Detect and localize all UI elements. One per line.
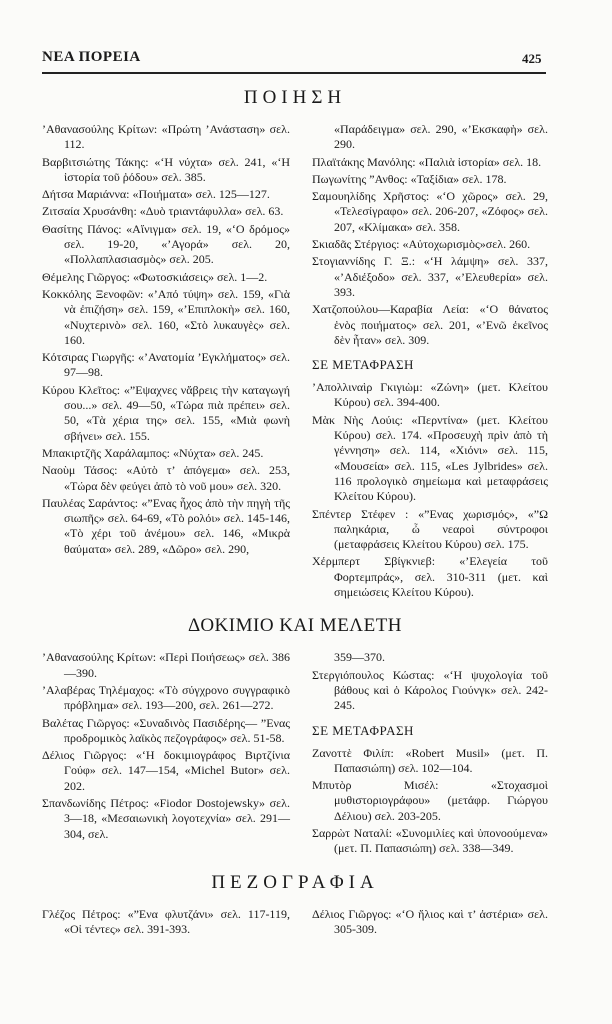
page-header	[42, 49, 548, 72]
poetry-columns	[42, 122, 548, 602]
running-title: ΝΕΑ ΠΟΡΕΙΑ	[42, 49, 141, 65]
index-entry: Σαρρὼτ Ναταλί: «Συνομιλίες καὶ ὑπονοούμενα» (μετ. Π. Παπασιώπη) σελ. 338—349.	[312, 825, 548, 856]
essay-left-column	[42, 650, 290, 844]
index-entry: Στογιαννίδης Γ. Ξ.: «‘Η λάμψη» σελ. 337, «’Αδιέξοδο» σελ. 337, «’Ελευθερία» σελ. 393.	[312, 254, 548, 299]
page-number: 425	[522, 51, 542, 66]
section-poetry	[42, 86, 548, 602]
index-entry: ’Αλαβέρας Τηλέμαχος: «Τὸ σύγχρονο συγγραφικὸ πρόβλημα» σελ. 193—200, σελ. 261—272.	[42, 682, 290, 713]
poetry-right-entries	[312, 155, 548, 349]
index-entry: Παυλέας Σαράντος: «”Ενας ἦχος ἀπὸ τὴν πηγὴ τῆς σιωπῆς» σελ. 64-69, «Τὸ ρολόι» σελ. 145-146, «Τὸ χέρι τοῦ ἀνέμου» σελ. 146, «Μικρὰ θαύματα» σελ. 289, «Δῶρο» σελ. 290,	[42, 495, 290, 556]
index-entry: Πλαϊτάκης Μανόλης: «Παλιὰ ἱστορία» σελ. 18.	[312, 154, 542, 169]
index-entry: Γλέζος Πέτρος: «”Ενα φλυτζάνι» σελ. 117-119, «Οἱ τέντες» σελ. 391-393.	[42, 906, 290, 936]
index-entry: Σπανδωνίδης Πέτρος: «Fiodor Dostojewsky» σελ. 3—18, «Μεσαιωνικὴ λογοτεχνία» σελ. 291—304, σελ.	[42, 795, 290, 841]
section-prose	[42, 871, 548, 940]
section-essay	[42, 614, 548, 858]
index-entry: Ζανοττὲ Φιλίπ: «Robert Musil» (μετ. Π. Παπασιώπη) σελ. 102—104.	[312, 745, 548, 775]
index-entry: Μπυτὸρ Μισέλ: «Στοχασμοὶ μυθιστοριογράφου» (μετάφρ. Γιώργου Δέλιου) σελ. 203-205.	[312, 778, 548, 823]
index-entry: Μὰκ Νὴς Λούις: «Περντίνα» (μετ. Κλείτου Κύρου) σελ. 174. «Προσευχὴ πρὶν ἀπὸ τὴ γέννηση» σελ. 114, «Χιόνι» σελ. 115, «Μουσεία» σελ. 115, «Les Jylbrides» σελ. 116 προλογικὸ σημείωμα καὶ μεταφράσεις Κλείτου Κύρου).	[312, 412, 548, 504]
index-entry: Στεργιόπουλος Κώστας: «‘Η ψυχολογία τοῦ βάθους καὶ ὁ Κάρολος Γιούνγκ» σελ. 242-245.	[312, 667, 548, 713]
index-entry: Ζιτσαία Χρυσάνθη: «Δυὸ τριαντάφυλλα» σελ. 63.	[42, 204, 284, 219]
index-entry: Σαμουηλίδης Χρῆστος: «‘Ο χῶρος» σελ. 29, «Τελεσίγραφο» σελ. 206-207, «Ζόφος» σελ. 207, «Κλίμακα» σελ. 358.	[312, 189, 548, 234]
index-entry: Δέλιος Γιῶργος: «‘Ο ἥλιος καὶ τ’ ἀστέρια» σελ. 305-309.	[312, 906, 548, 936]
index-entry: Βαρβιτσιώτης Τάκης: «‘Η νύχτα» σελ. 241, «‘Η ἱστορία τοῦ ῥόδου» σελ. 385.	[42, 154, 290, 184]
poetry-right-column	[312, 122, 548, 602]
prose-columns	[42, 907, 548, 940]
poetry-left-column	[42, 122, 290, 559]
index-entry: Κότσιρας Γιωργῆς: «’Ανατομία ’Εγκλήματος» σελ. 97—98.	[42, 350, 290, 380]
section-title-essay: ΔΟΚΙΜΙΟ ΚΑΙ ΜΕΛΕΤΗ	[187, 615, 403, 637]
poetry-translations	[312, 380, 548, 600]
translation-heading: ΣΕ ΜΕΤΑΦΡΑΣΗ	[312, 357, 414, 373]
index-entry: Μπακιρτζῆς Χαράλαμπος: «Νύχτα» σελ. 245.	[42, 445, 264, 460]
index-entry: Βαλέτας Γιῶργος: «Συναδινὸς Πασιδέρης— ”Ενας προδρομικὸς λαϊκὸς πεζογράφος» σελ. 51-58.	[42, 715, 290, 745]
index-entry: Θασίτης Πάνος: «Αἴνιγμα» σελ. 19, «‘Ο δρόμος» σελ. 19-20, «’Αγορά» σελ. 20, «Πολλαπλασιασμὸς» σελ. 205.	[42, 221, 290, 267]
header-rule	[42, 72, 546, 74]
index-entry: Σκιαδᾶς Στέργιος: «Αὐτοχωρισμὸς»σελ. 260.	[312, 237, 531, 252]
essay-columns	[42, 650, 548, 858]
index-entry: Δήτσα Μαριάννα: «Ποιήματα» σελ. 125—127.	[42, 187, 270, 202]
essay-right-entries	[312, 668, 548, 714]
section-title-prose: ΠΕΖΟΓΡΑΦΙΑ	[211, 871, 379, 893]
index-entry: ’Αθανασούλης Κρίτων: «Πρώτη ’Ανάσταση» σελ. 112.	[42, 122, 290, 152]
index-entry: Ναοὺμ Τάσος: «Αὐτὸ τ’ ἀπόγεμα» σελ. 253, «Τώρα δὲν φεύγει ἀπὸ τὸ νοῦ μου» σελ. 320.	[42, 463, 290, 493]
translation-heading: ΣΕ ΜΕΤΑΦΡΑΣΗ	[312, 722, 414, 738]
index-entry: Θέμελης Γιῶργος: «Φωτοσκιάσεις» σελ. 1—2.	[42, 269, 268, 284]
section-title-poetry: ΠΟΙΗΣΗ	[243, 87, 347, 108]
essay-translations	[312, 746, 548, 857]
index-entry: Δέλιος Γιῶργος: «‘Η δοκιμιογράφος Βιρτζίνια Γούφ» σελ. 147—154, «Michel Butor» σελ. 202.	[42, 748, 290, 793]
index-entry: Χέρμπερτ Σβίγκνιεβ: «’Ελεγεία τοῦ Φορτεμπράς», σελ. 310-311 (μετ. καὶ σημειώσεις Κλείτου Κύρου).	[312, 554, 548, 600]
prose-left-column	[42, 907, 290, 940]
index-entry: Πωγωνίτης ”Ανθος: «Ταξίδια» σελ. 178.	[312, 171, 507, 186]
index-entry: Κοκκόλης Ξενοφῶν: «’Από τύψη» σελ. 159, «Γιὰ νὰ ἐπιζήση» σελ. 159, «’Επιπλοκὴ» σελ. 160, «Νυχτερινὸ» σελ. 160, «Στὸ λυκαυγὲς» σελ. 160.	[42, 286, 290, 347]
index-entry: Κύρου Κλεῖτος: «”Εψαχνες νἄβρεις τὴν καταγωγή σου...» σελ. 49—50, «Τώρα πιὰ πρέπει» σελ. 50, «Τὰ χέρια της» σελ. 155, «Μιὰ φωνὴ σβήνει» σελ. 155.	[42, 382, 290, 443]
prose-right-column	[312, 907, 548, 940]
index-entry: Χατζοπούλου—Καραβία Λεία: «‘Ο θάνατος ἑνὸς ποιήματος» σελ. 201, «’Ενῶ ἐκεῖνος δὲν ἦταν» σελ. 309.	[312, 302, 548, 347]
continued-entry: 359—370.	[334, 650, 385, 665]
index-entry: ’Αθανασούλης Κρίτων: «Περὶ Ποιήσεως» σελ. 386—390.	[42, 650, 290, 680]
index-entry: ’Απολλιναὶρ Γκιγιὼμ: «Ζώνη» (μετ. Κλείτου Κύρου) σελ. 394-400.	[312, 380, 548, 410]
essay-right-column	[312, 650, 548, 858]
continued-entry: «Παράδειγμα» σελ. 290, «’Εκσκαφὴ» σελ. 290.	[334, 122, 548, 152]
index-entry: Σπέντερ Στέφεν : «”Ενας χωρισμός», «”Ω παληκάρια, ὦ νεαροὶ σύντροφοι (μεταφράσεις Κλείτου Κύρου) σελ. 175.	[312, 506, 548, 552]
